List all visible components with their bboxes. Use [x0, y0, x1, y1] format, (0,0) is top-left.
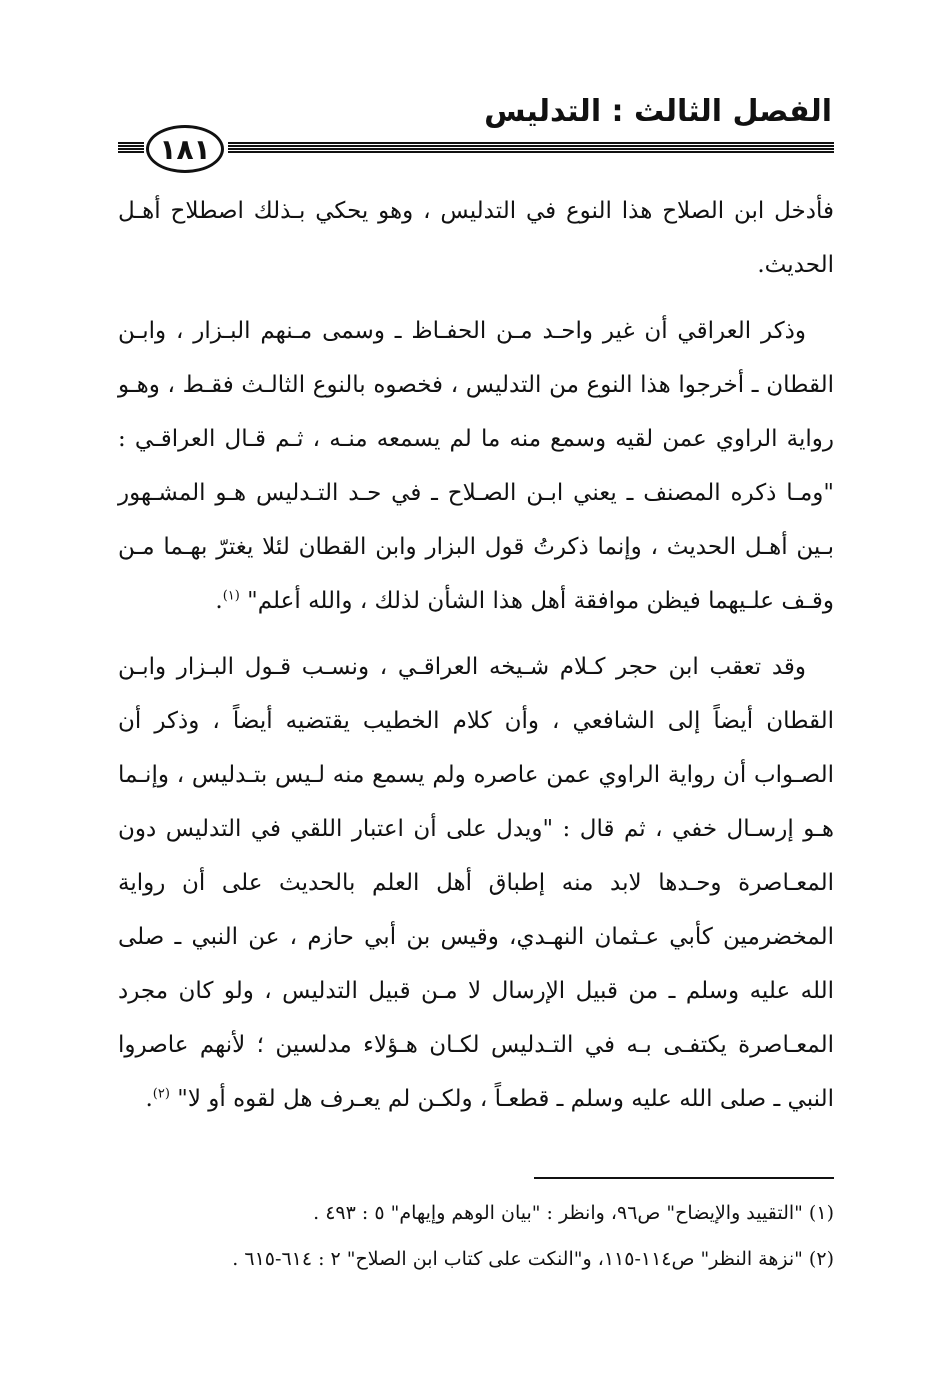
- paragraph-2-text: وذكر العراقي أن غير واحـد مـن الحفـاظ ـ وسمى مـنهم البـزار ، وابـن القطان ـ أخرجوا هذا النوع من التدليس ، فخصوه بالنوع الثالـث فقـط ، وهـو رواية الراوي عمن لقيه وسمع منه ما لم يسمعه منـه ، ثـم قـال العراقـي : "ومـا ذكره المصنف ـ يعني ابـن الصـلاح ـ في حـد التـدليس هـو المشـهور بـين أهـل الحديث ، وإنما ذكرتُ قول البزار وابن القطان لئلا يغترّ بهـما مـن وقـف علـيهما فيظن موافقة أهل هذا الشأن لذلك ، والله أعلم": [118, 318, 834, 614]
- paragraph-1: فأدخل ابن الصلاح هذا النوع في التدليس ، وهو يحكي بـذلك اصطلاح أهـل الحديث.: [118, 198, 834, 278]
- footnotes: [118, 1190, 834, 1282]
- header-divider-left: [118, 141, 144, 153]
- paragraph-3-text: وقد تعقب ابن حجر كـلام شـيخه العراقـي ، ونسـب قـول البـزار وابـن القطان أيضاً إلى الشافعي ، وأن كلام الخطيب يقتضيه أيضاً ، وذكر أن الصـواب أن رواية الراوي عمن عاصره ولم يسمع منه لـيس بتـدليس ، وإنـما هـو إرسـال خفي ، ثم قال : "ويدل على أن اعتبار اللقي في التدليس دون المعـاصرة وحـدها لابد منه إطباق أهل العلم بالحديث على أن رواية المخضرمين كأبي عـثمان النهـدي، وقيس بن أبي حازم ، عن النبي ـ صلى الله عليه وسلم ـ من قبيل الإرسال لا مـن قبيل التدليس ، ولو كان مجرد المعـاصرة يكتفـى بـه في التـدليس لكـان هـؤلاء مدلسين ؛ لأنهم عاصروا النبي ـ صلى الله عليه وسلم ـ قطعـاً ، ولكـن لم يعـرف هل لقوه أو لا": [118, 654, 834, 1112]
- page-number: ١٨١: [146, 125, 224, 173]
- paragraph-2: وذكر العراقي أن غير واحـد مـن الحفـاظ ـ وسمى مـنهم البـزار ، وابـن القطان ـ أخرجوا هذا النوع من التدليس ، فخصوه بالنوع الثالـث فقـط ، وهـو رواية الراوي عمن لقيه وسمع منه ما لم يسمعه منـه ، ثـم قـال العراقـي : "ومـا ذكره المصنف ـ يعني ابـن الصـلاح ـ في حـد التـدليس هـو المشـهور بـين أهـل الحديث ، وإنما ذكرتُ قول البزار وابن القطان لئلا يغترّ بهـما مـن وقـف علـيهما فيظن موافقة أهل هذا الشأن لذلك ، والله أعلم" $^{(١)}$.: [118, 318, 834, 614]
- main-text: [118, 184, 834, 1138]
- chapter-title: الفصل الثالث : التدليس: [484, 94, 832, 129]
- footnote-ref-2: (٢): [152, 1086, 170, 1102]
- footnote-2: (٢) "نزهة النظر" ص١١٤-١١٥، و"النكت على كتاب ابن الصلاح" ٢ : ٦١٤-٦١٥ .: [232, 1248, 834, 1270]
- header-divider: [228, 141, 834, 153]
- footnote-1: (١) "التقييد والإيضاح" ص٩٦، وانظر : "بيان الوهم وإيهام" ٥ : ٤٩٣ .: [313, 1202, 834, 1224]
- footnote-ref-1: (١): [222, 588, 240, 604]
- paragraph-3: وقد تعقب ابن حجر كـلام شـيخه العراقـي ، ونسـب قـول البـزار وابـن القطان أيضاً إلى الشافعي ، وأن كلام الخطيب يقتضيه أيضاً ، وذكر أن الصـواب أن رواية الراوي عمن عاصره ولم يسمع منه لـيس بتـدليس ، وإنـما هـو إرسـال خفي ، ثم قال : "ويدل على أن اعتبار اللقي في التدليس دون المعـاصرة وحـدها لابد منه إطباق أهل العلم بالحديث على أن رواية المخضرمين كأبي عـثمان النهـدي، وقيس بن أبي حازم ، عن النبي ـ صلى الله عليه وسلم ـ من قبيل الإرسال لا مـن قبيل التدليس ، ولو كان مجرد المعـاصرة يكتفـى بـه في التـدليس لكـان هـؤلاء مدلسين ؛ لأنهم عاصروا النبي ـ صلى الله عليه وسلم ـ قطعـاً ، ولكـن لم يعـرف هل لقوه أو لا" $^{(٢)}$.: [118, 654, 834, 1112]
- footnote-divider: [534, 1177, 834, 1179]
